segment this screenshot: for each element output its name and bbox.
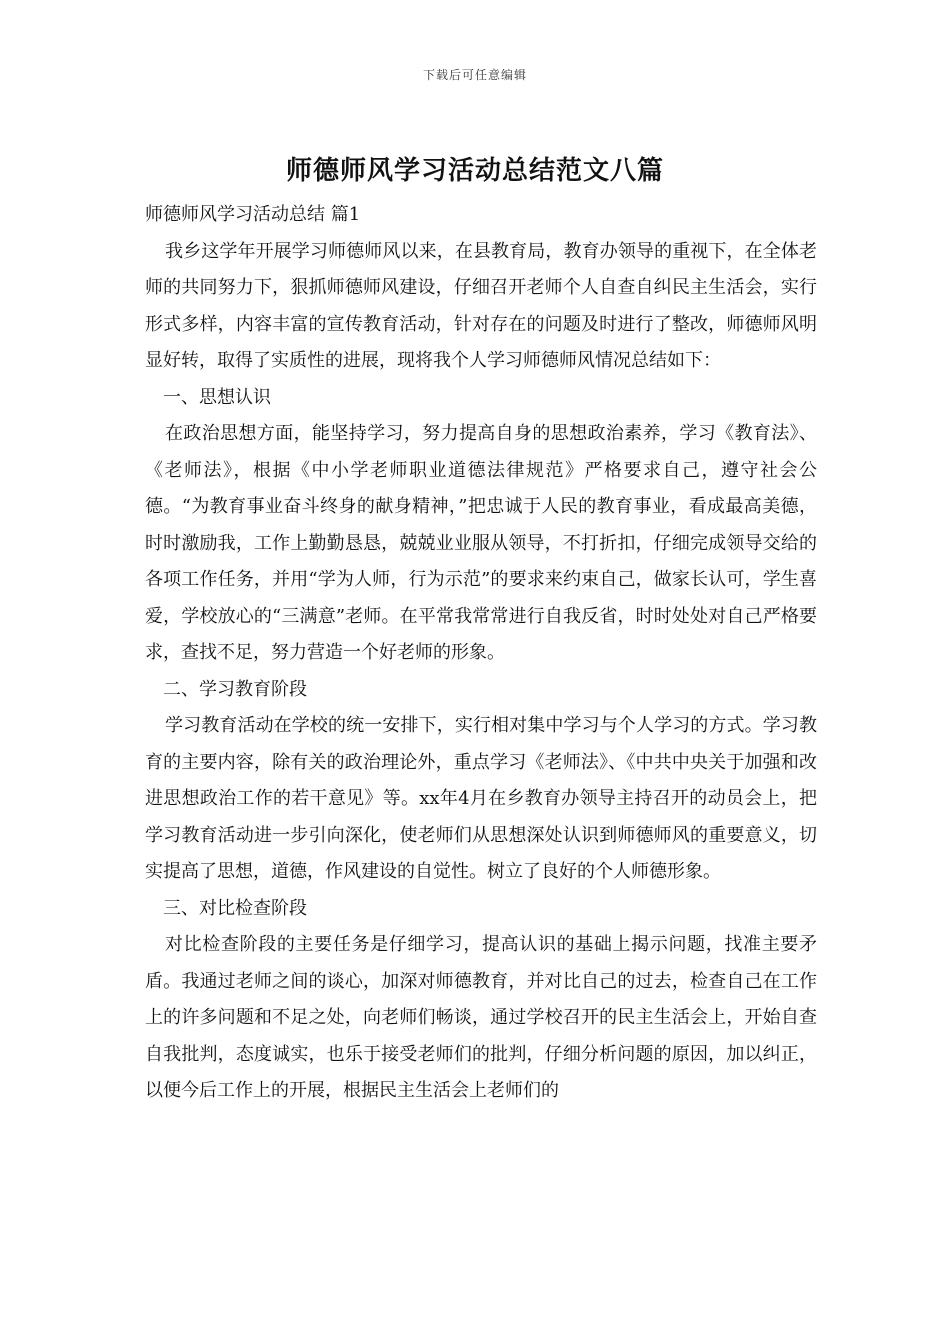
section-paragraph-2: 学习教育活动在学校的统一安排下，实行相对集中学习与个人学习的方式。学习教育的主要内容，除有关的政治理论外，重点学习《老师法》、《中共中央关于加强和改进思想政治工作的若干意见》等。xx年4月在乡教育办领导主持召开的动员会上，把学习教育活动进一步引向深化，使老师们从思想深处认识到师德师风的重要意义，切实提高了思想，道德，作风建设的自觉性。树立了良好的个人师德形象。	[145, 715, 817, 882]
section-heading-2: 二、学习教育阶段	[163, 678, 307, 700]
document-body	[145, 197, 817, 1110]
section-paragraph-3: 对比检查阶段的主要任务是仔细学习，提高认识的基础上揭示问题，找准主要矛盾。我通过老师之间的谈心，加深对师德教育，并对比自己的过去，检查自己在工作上的许多问题和不足之处，向老师们畅谈，通过学校召开的民主生活会上，开始自查自我批判，态度诚实，也乐于接受老师们的批判，仔细分析问题的原因，加以纠正，以便今后工作上的开展，根据民主生活会上老师们的	[145, 934, 817, 1101]
header-note: 下载后可任意编辑	[422, 68, 527, 82]
section-heading-3: 三、对比检查阶段	[163, 897, 307, 919]
intro-paragraph: 我乡这学年开展学习师德师风以来，在县教育局，教育办领导的重视下，在全体老师的共同努力下，狠抓师德师风建设，仔细召开老师个人自查自纠民主生活会，实行形式多样，内容丰富的宣传教育活动，针对存在的问题及时进行了整改，师德师风明显好转，取得了实质性的进展，现将我个人学习师德师风情况总结如下：	[145, 240, 817, 371]
document-title: 师德师风学习活动总结范文八篇	[285, 156, 664, 186]
section-heading-1: 一、思想认识	[163, 386, 271, 408]
document-subtitle: 师德师风学习活动总结 篇1	[145, 204, 361, 225]
section-paragraph-1: 在政治思想方面，能坚持学习，努力提高自身的思想政治素养，学习《教育法》、《老师法》，根据《中小学老师职业道德法律规范》严格要求自己，遵守社会公德。“为教育事业奋斗终身的献身精神，”把忠诚于人民的教育事业，看成最高美德，时时激励我，工作上勤勤恳恳，兢兢业业服从领导，不打折扣，仔细完成领导交给的各项工作任务，并用“学为人师，行为示范”的要求来约束自己，做家长认可，学生喜爱，学校放心的“三满意”老师。在平常我常常进行自我反省，时时处处对自己严格要求，查找不足，努力营造一个好老师的形象。	[145, 423, 817, 663]
